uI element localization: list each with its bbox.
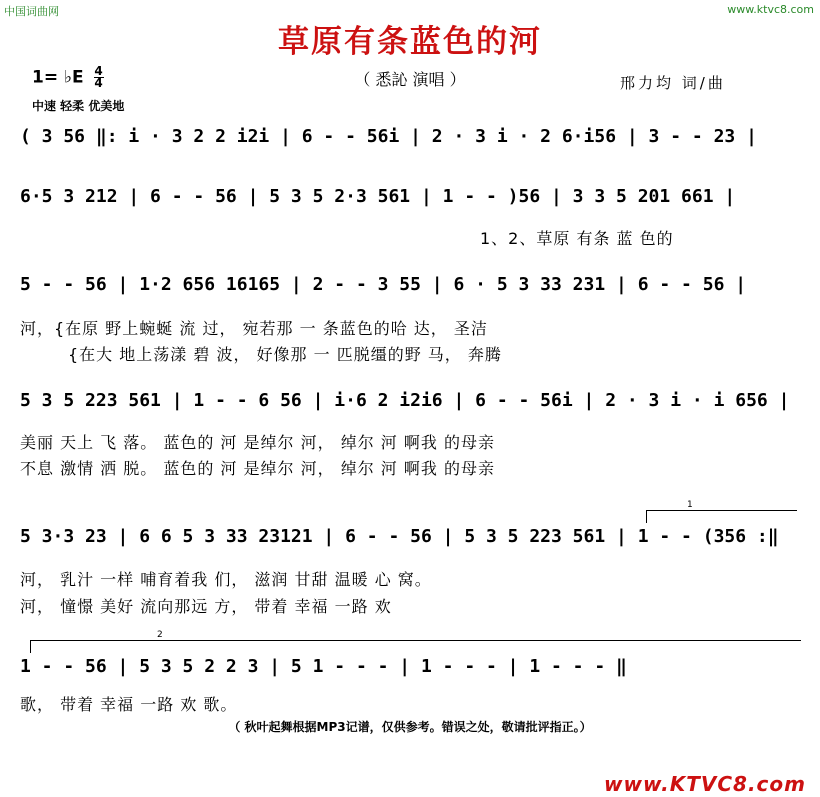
notation-row-5: 5 3·3 23 | 6 6 5 3 33 23121 | 6 - - 56 | 5 3 5 223 561 | 1 - - (356 :‖ [20,526,779,547]
notation-row-1: ( 3 56 ‖: i · 3 2 2 i2i | 6 - - 56i | 2 · 3 i · 2 6·i56 | 3 - - 23 | [20,126,757,147]
author-credit: 邢力均 词/曲 [620,74,726,92]
lyric-row-3a: 河，{在原 野上蜿蜒 流 过， 宛若那 一 条蓝色的哈 达， 圣洁 [20,319,488,338]
song-title: 草原有条蓝色的河 [278,24,542,60]
volta-2-bracket [30,630,801,653]
notation-row-4: 5 3 5 223 561 | 1 - - 6 56 | i·6 2 i2i6 | 6 - - 56i | 2 · 3 i · i 656 | [20,390,790,411]
volta-1-label: 1 [687,500,693,510]
key-text: 1= ♭E [32,67,84,88]
footnote: （ 秋叶起舞根据MP3记谱，仅供参考。错误之处，敬请批评指正。） [228,720,592,734]
lyric-row-4a: 美丽 天上 飞 落。 蓝色的 河 是绰尔 河， 绰尔 河 啊我 的母亲 [20,433,495,452]
notation-row-3: 5 - - 56 | 1·2 656 16165 | 2 - - 3 55 | 6 · 5 3 33 231 | 6 - - 56 | [20,274,747,295]
watermark-left: 中国词曲网 [4,5,59,18]
lyric-row-6: 歌， 带着 幸福 一路 欢 歌。 [20,695,238,714]
notation-row-6: 1 - - 56 | 5 3 5 2 2 3 | 5 1 - - - | 1 - - - | 1 - - - ‖ [20,656,627,677]
lyric-row-5a: 河， 乳汁 一样 哺育着我 们， 滋润 甘甜 温暖 心 窝。 [20,570,432,589]
time-sig-bottom: 4 [94,76,103,90]
lyric-row-2: 1、2、草原 有条 蓝 色的 [480,229,674,248]
volta-1-bracket [646,500,797,523]
time-sig-top: 4 [94,64,103,78]
lyric-row-5b: 河， 憧憬 美好 流向那远 方， 带着 幸福 一路 欢 [20,597,392,616]
time-signature [94,66,104,89]
lyric-row-3b: {在大 地上荡漾 碧 波， 好像那 一 匹脱缰的野 马， 奔腾 [68,345,502,364]
lyric-row-4b: 不息 激情 洒 脱。 蓝色的 河 是绰尔 河， 绰尔 河 啊我 的母亲 [20,459,495,478]
notation-row-2: 6·5 3 212 | 6 - - 56 | 5 3 5 2·3 561 | 1 - - )56 | 3 3 5 201 661 | [20,186,736,207]
tempo-marking: 中速 轻柔 优美地 [32,99,125,113]
key-signature [32,66,104,89]
volta-2-label: 2 [157,630,163,640]
singer-credit: （ 悉訫 演唱 ） [354,70,466,89]
watermark-right: www.ktvc8.com [727,3,814,16]
site-logo[interactable]: www.KTVC8.com [604,772,806,796]
